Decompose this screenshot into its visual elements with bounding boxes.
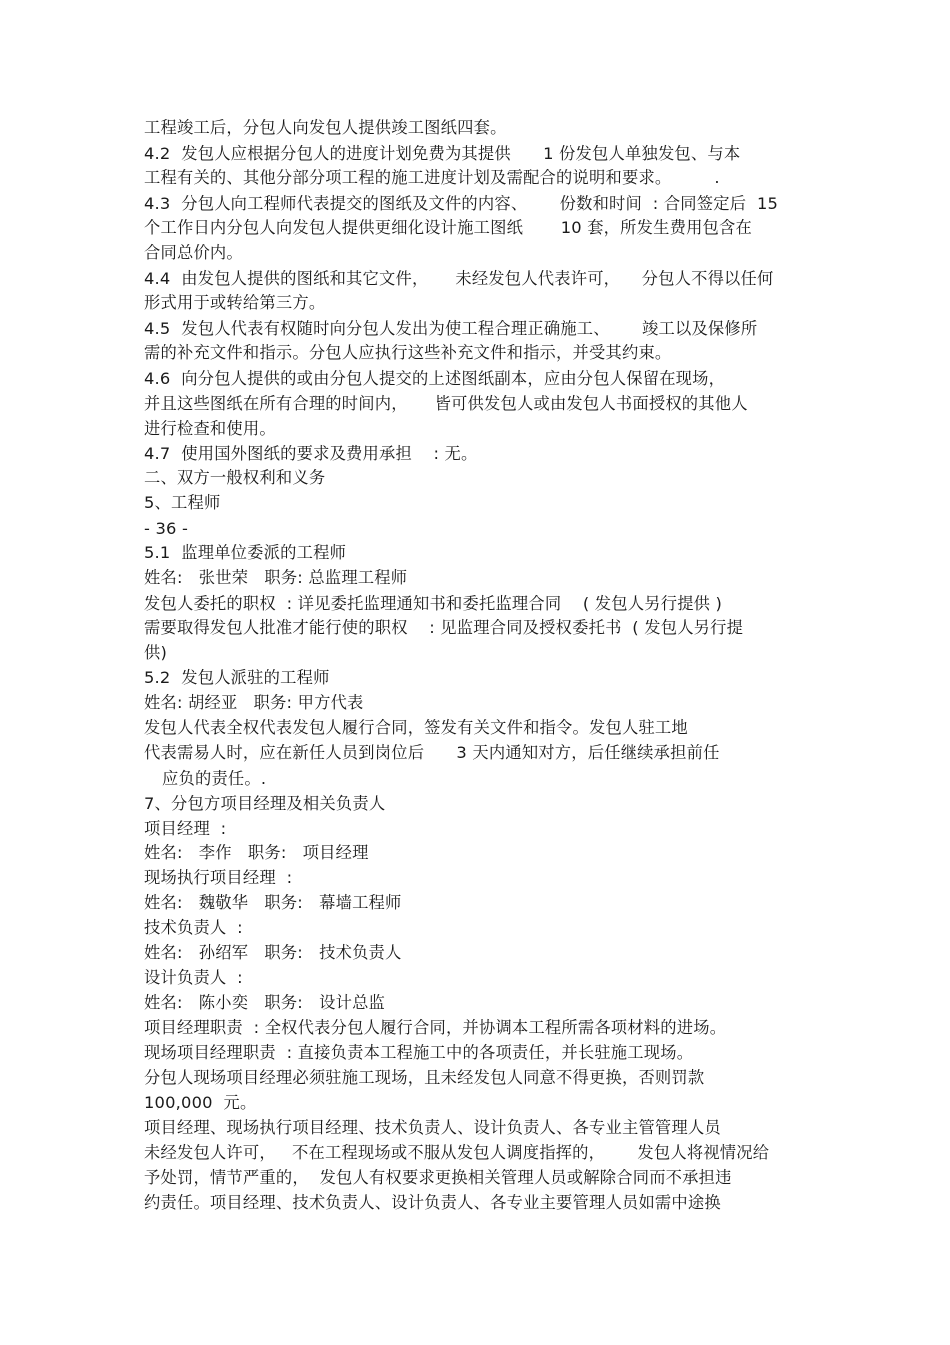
text-line: 4.2 发包人应根据分包人的进度计划免费为其提供 1 份发包人单独发包、与本 xyxy=(144,144,741,163)
text-line: 姓名: 张世荣 职务: 总监理工程师 xyxy=(144,568,408,587)
text-line: 姓名: 陈小奕 职务: 设计总监 xyxy=(144,993,386,1012)
section-heading: 5、工程师 xyxy=(144,493,221,512)
text-line: 姓名: 魏敬华 职务: 幕墙工程师 xyxy=(144,893,402,912)
text-line: 姓名: 孙绍军 职务: 技术负责人 xyxy=(144,943,402,962)
text-line: 并且这些图纸在所有合理的时间内， 皆可供发包人或由发包人书面授权的其他人 xyxy=(144,394,748,413)
text-line: 5.1 监理单位委派的工程师 xyxy=(144,543,347,562)
text-line: 形式用于或转给第三方。 xyxy=(144,293,326,312)
text-line: 设计负责人 : xyxy=(144,968,243,987)
text-line: 姓名: 胡经亚 职务: 甲方代表 xyxy=(144,693,364,712)
text-line: 项目经理职责 : 全权代表分包人履行合同，并协调本工程所需各项材料的进场。 xyxy=(144,1018,727,1037)
text-line: 个工作日内分包人向发包人提供更细化设计施工图纸 10 套，所发生费用包含在 xyxy=(144,218,753,237)
text-line: 4.7 使用国外图纸的要求及费用承担 : 无。 xyxy=(144,444,478,463)
text-line: 项目经理 : xyxy=(144,819,227,838)
text-line: 100,000 元。 xyxy=(144,1093,257,1112)
page-number: - 36 - xyxy=(144,519,189,538)
text-line: 4.4 由发包人提供的图纸和其它文件， 未经发包人代表许可， 分包人不得以任何 xyxy=(144,269,774,288)
text-line: 分包人现场项目经理必须驻施工现场，且未经发包人同意不得更换，否则罚款 xyxy=(144,1068,705,1087)
text-line: 需要取得发包人批准才能行使的职权 : 见监理合同及授权委托书 ( 发包人另行提 xyxy=(144,618,744,637)
text-line: 姓名: 李作 职务: 项目经理 xyxy=(144,843,369,862)
text-line: 现场项目经理职责 : 直接负责本工程施工中的各项责任，并长驻施工现场。 xyxy=(144,1043,694,1062)
text-line: 项目经理、现场执行项目经理、技术负责人、设计负责人、各专业主管管理人员 xyxy=(144,1118,721,1137)
text-line: 发包人委托的职权 : 详见委托监理通知书和委托监理合同 ( 发包人另行提供 ) xyxy=(144,594,723,613)
text-line: 现场执行项目经理 : xyxy=(144,868,293,887)
section-heading: 二、双方一般权利和义务 xyxy=(144,468,326,487)
text-line: 代表需易人时，应在新任人员到岗位后 3 天内通知对方，后任继续承担前任 xyxy=(144,743,720,762)
text-line: 合同总价内。 xyxy=(144,243,243,262)
text-line: 予处罚，情节严重的， 发包人有权要求更换相关管理人员或解除合同而不承担违 xyxy=(144,1168,732,1187)
text-line: 5.2 发包人派驻的工程师 xyxy=(144,668,330,687)
text-line: 发包人代表全权代表发包人履行合同，签发有关文件和指令。发包人驻工地 xyxy=(144,718,688,737)
text-line: 4.6 向分包人提供的或由分包人提交的上述图纸副本，应由分包人保留在现场， xyxy=(144,369,726,388)
text-line: 供) xyxy=(144,643,168,662)
text-line: 需的补充文件和指示。分包人应执行这些补充文件和指示，并受其约束。 xyxy=(144,343,672,362)
text-line: 未经发包人许可， 不在工程现场或不服从发包人调度指挥的， 发包人将视情况给 xyxy=(144,1143,770,1162)
section-heading: 7、分包方项目经理及相关负责人 xyxy=(144,794,386,813)
text-line: 约责任。项目经理、技术负责人、设计负责人、各专业主要管理人员如需中途换 xyxy=(144,1193,721,1212)
text-line: 应负的责任。. xyxy=(162,769,267,788)
text-line: 4.3 分包人向工程师代表提交的图纸及文件的内容、 份数和时间 : 合同签定后 15 xyxy=(144,194,779,213)
text-line: 工程竣工后，分包人向发包人提供竣工图纸四套。 xyxy=(144,118,507,137)
text-line: 工程有关的、其他分部分项工程的施工进度计划及需配合的说明和要求。 . xyxy=(144,168,720,187)
text-line: 进行检查和使用。 xyxy=(144,419,276,438)
text-line: 4.5 发包人代表有权随时向分包人发出为使工程合理正确施工、 竣工以及保修所 xyxy=(144,319,758,338)
text-line: 技术负责人 : xyxy=(144,918,243,937)
